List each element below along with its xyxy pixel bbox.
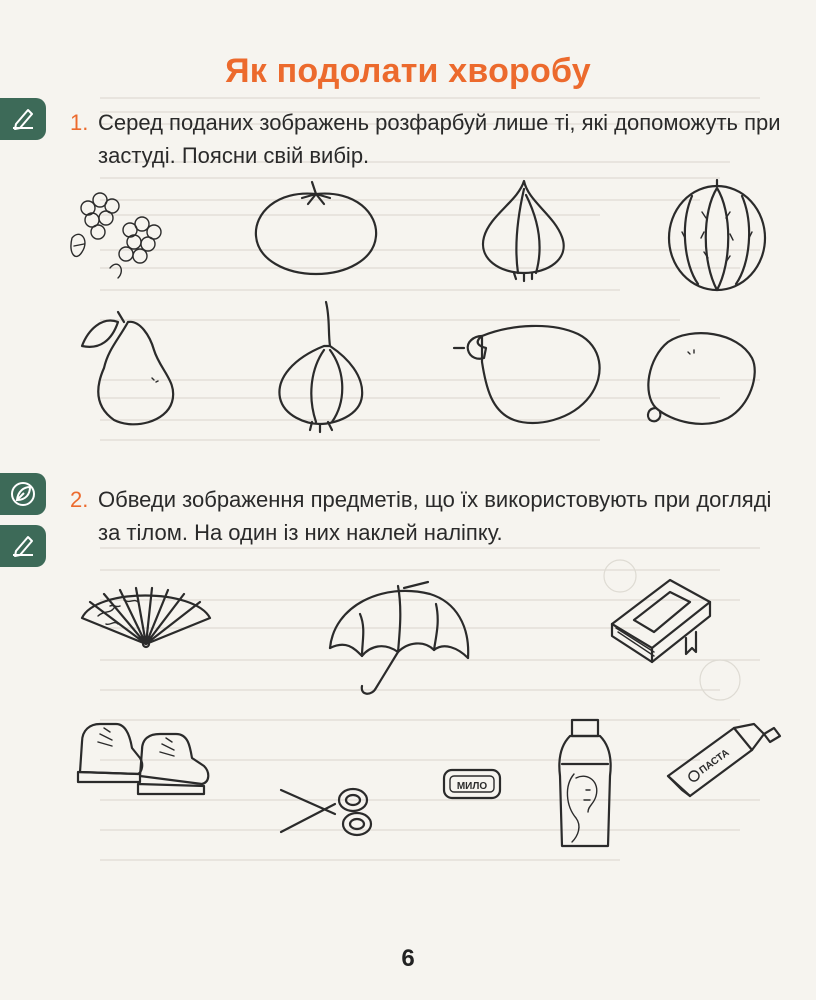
scissors-picture[interactable] xyxy=(277,780,377,842)
lemon-picture[interactable] xyxy=(642,322,760,428)
task-text: Обведи зображення предметів, що їх використовують при догляді за тілом. На один із них наклей наліпку. xyxy=(98,487,772,545)
task-2 xyxy=(70,483,790,545)
leaf-sticker-icon xyxy=(0,473,46,515)
soap-label: МИЛО xyxy=(456,781,488,792)
eggplant-picture[interactable] xyxy=(452,318,608,432)
task-number: 1. xyxy=(70,110,89,135)
pear-picture[interactable] xyxy=(72,310,182,428)
shoes-picture[interactable] xyxy=(70,712,218,796)
watermelon-picture[interactable] xyxy=(662,172,772,294)
onion-picture[interactable] xyxy=(270,298,370,432)
task-number: 2. xyxy=(70,487,89,512)
task-text: Серед поданих зображень розфарбуй лише ті, які допоможуть при застуді. Поясни свій вибір. xyxy=(98,110,781,168)
pencil-write-icon xyxy=(0,98,46,140)
shampoo-bottle-picture[interactable] xyxy=(554,716,616,852)
page-number: 6 xyxy=(401,945,415,972)
raspberries-picture[interactable] xyxy=(60,178,170,283)
tomato-picture[interactable] xyxy=(246,178,386,278)
umbrella-picture[interactable] xyxy=(320,578,476,702)
soap-picture[interactable] xyxy=(440,764,504,804)
book-picture[interactable] xyxy=(606,576,716,674)
toothpaste-label: ПАСТА xyxy=(697,747,732,777)
task-1 xyxy=(70,106,790,168)
garlic-picture[interactable] xyxy=(474,175,570,283)
pencil-write-icon xyxy=(0,525,46,567)
toothpaste-tube-picture[interactable] xyxy=(664,720,782,800)
page-title: Як подолати хворобу xyxy=(225,52,591,90)
hand-fan-picture[interactable] xyxy=(76,582,216,648)
